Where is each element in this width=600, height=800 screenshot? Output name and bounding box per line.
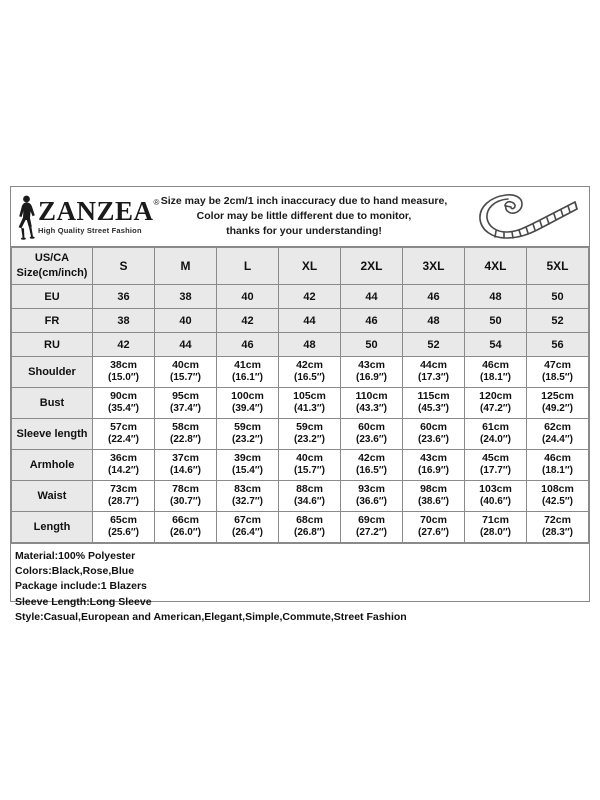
value-inch: (15.0″) [108, 372, 139, 384]
value-cm: 95cm [172, 390, 199, 403]
value-cm: 98cm [420, 483, 447, 496]
value-inch: (24.0″) [480, 434, 511, 446]
detail-sleeve-length: Sleeve Length:Long Sleeve [15, 595, 152, 608]
row-label-shoulder: Shoulder [12, 357, 93, 388]
cell-sleeve-length-l [217, 419, 279, 450]
tape-icon-container [471, 187, 589, 246]
cell-length-m [155, 512, 217, 543]
disclaimer-line-3: thanks for your understanding! [226, 225, 382, 238]
detail-package: Package include:1 Blazers [15, 580, 147, 593]
cell-ru-xl: 48 [279, 333, 341, 357]
cell-length-2xl [341, 512, 403, 543]
cell-length-5xl [527, 512, 589, 543]
measurement-disclaimer [143, 194, 471, 240]
cell-ru-4xl: 54 [465, 333, 527, 357]
cell-waist-s [93, 481, 155, 512]
cell-sleeve-length-4xl [465, 419, 527, 450]
measuring-tape-icon [478, 193, 582, 241]
value-cm: 59cm [296, 421, 323, 434]
cell-waist-4xl [465, 481, 527, 512]
value-inch: (15.4″) [232, 465, 263, 477]
value-cm: 68cm [296, 514, 323, 527]
cell-sleeve-length-3xl [403, 419, 465, 450]
value-inch: (17.7″) [480, 465, 511, 477]
value-cm: 66cm [172, 514, 199, 527]
cell-eu-xl: 42 [279, 285, 341, 309]
value-inch: (23.2″) [232, 434, 263, 446]
value-inch: (26.8″) [294, 527, 325, 539]
value-cm: 103cm [479, 483, 512, 496]
woman-silhouette-icon [15, 194, 37, 240]
value-inch: (28.7″) [108, 496, 139, 508]
value-cm: 46cm [544, 452, 571, 465]
row-label-eu: EU [12, 285, 93, 309]
value-inch: (16.5″) [356, 465, 387, 477]
cell-length-4xl [465, 512, 527, 543]
cell-eu-s: 36 [93, 285, 155, 309]
cell-waist-2xl [341, 481, 403, 512]
value-cm: 47cm [544, 359, 571, 372]
value-inch: (35.4″) [108, 403, 139, 415]
value-cm: 62cm [544, 421, 571, 434]
cell-shoulder-xl [279, 357, 341, 388]
value-inch: (32.7″) [232, 496, 263, 508]
cell-ru-s: 42 [93, 333, 155, 357]
cell-armhole-5xl [527, 450, 589, 481]
cell-fr-m: 40 [155, 309, 217, 333]
cell-shoulder-m [155, 357, 217, 388]
cell-length-s [93, 512, 155, 543]
value-inch: (39.4″) [232, 403, 263, 415]
row-label-bust: Bust [12, 388, 93, 419]
value-cm: 72cm [544, 514, 571, 527]
table-row [12, 419, 589, 450]
value-cm: 125cm [541, 390, 574, 403]
value-inch: (27.6″) [418, 527, 449, 539]
size-header-m: M [155, 248, 217, 285]
brand-name: ZANZEA [38, 196, 154, 227]
cell-sleeve-length-2xl [341, 419, 403, 450]
cell-eu-m: 38 [155, 285, 217, 309]
table-row [12, 309, 589, 333]
value-inch: (22.4″) [108, 434, 139, 446]
cell-fr-xl: 44 [279, 309, 341, 333]
value-inch: (38.6″) [418, 496, 449, 508]
value-inch: (34.6″) [294, 496, 325, 508]
cell-armhole-4xl [465, 450, 527, 481]
value-inch: (27.2″) [356, 527, 387, 539]
corner-header-cell [12, 248, 93, 285]
value-cm: 45cm [482, 452, 509, 465]
cell-fr-l: 42 [217, 309, 279, 333]
table-row [12, 512, 589, 543]
value-inch: (17.3″) [418, 372, 449, 384]
cell-fr-2xl: 46 [341, 309, 403, 333]
row-label-armhole: Armhole [12, 450, 93, 481]
cell-shoulder-l [217, 357, 279, 388]
value-inch: (15.7″) [294, 465, 325, 477]
cell-waist-3xl [403, 481, 465, 512]
cell-waist-xl [279, 481, 341, 512]
value-cm: 70cm [420, 514, 447, 527]
value-inch: (16.1″) [232, 372, 263, 384]
size-header-4xl: 4XL [465, 248, 527, 285]
brand-tagline: High Quality Street Fashion [38, 226, 142, 236]
value-inch: (28.0″) [480, 527, 511, 539]
cell-ru-m: 44 [155, 333, 217, 357]
cell-bust-m [155, 388, 217, 419]
size-header-3xl: 3XL [403, 248, 465, 285]
value-inch: (43.3″) [356, 403, 387, 415]
value-inch: (30.7″) [170, 496, 201, 508]
cell-bust-4xl [465, 388, 527, 419]
value-inch: (23.6″) [356, 434, 387, 446]
row-label-sleeve-length: Sleeve length [12, 419, 93, 450]
row-label-fr: FR [12, 309, 93, 333]
table-row [12, 333, 589, 357]
table-row [12, 357, 589, 388]
cell-bust-5xl [527, 388, 589, 419]
disclaimer-line-2: Color may be little different due to monitor, [196, 209, 412, 222]
value-cm: 44cm [420, 359, 447, 372]
cell-sleeve-length-5xl [527, 419, 589, 450]
product-details [11, 543, 589, 629]
value-cm: 60cm [358, 421, 385, 434]
value-inch: (36.6″) [356, 496, 387, 508]
table-header-row [12, 248, 589, 285]
size-table-body [12, 248, 589, 543]
size-header-2xl: 2XL [341, 248, 403, 285]
cell-bust-3xl [403, 388, 465, 419]
value-inch: (16.5″) [294, 372, 325, 384]
detail-colors: Colors:Black,Rose,Blue [15, 565, 135, 578]
value-inch: (15.7″) [170, 372, 201, 384]
cell-sleeve-length-s [93, 419, 155, 450]
disclaimer-line-1: Size may be 2cm/1 inch inaccuracy due to hand measure, [160, 194, 448, 207]
value-cm: 46cm [482, 359, 509, 372]
row-label-length: Length [12, 512, 93, 543]
size-chart [10, 186, 590, 623]
value-cm: 42cm [358, 452, 385, 465]
value-cm: 58cm [172, 421, 199, 434]
cell-ru-3xl: 52 [403, 333, 465, 357]
cell-eu-2xl: 44 [341, 285, 403, 309]
cell-armhole-m [155, 450, 217, 481]
value-inch: (25.6″) [108, 527, 139, 539]
value-cm: 71cm [482, 514, 509, 527]
value-inch: (23.2″) [294, 434, 325, 446]
row-label-ru: RU [12, 333, 93, 357]
size-header-s: S [93, 248, 155, 285]
cell-waist-m [155, 481, 217, 512]
cell-armhole-s [93, 450, 155, 481]
value-cm: 65cm [110, 514, 137, 527]
cell-armhole-3xl [403, 450, 465, 481]
value-inch: (28.3″) [542, 527, 573, 539]
cell-shoulder-4xl [465, 357, 527, 388]
value-inch: (26.0″) [170, 527, 201, 539]
value-cm: 43cm [420, 452, 447, 465]
value-cm: 83cm [234, 483, 261, 496]
value-inch: (40.6″) [480, 496, 511, 508]
value-cm: 61cm [482, 421, 509, 434]
cell-length-l [217, 512, 279, 543]
corner-label-line-1: US/CA [34, 252, 70, 265]
value-inch: (18.1″) [542, 465, 573, 477]
value-cm: 115cm [417, 390, 450, 403]
value-inch: (14.6″) [170, 465, 201, 477]
value-cm: 69cm [358, 514, 385, 527]
cell-waist-5xl [527, 481, 589, 512]
cell-ru-2xl: 50 [341, 333, 403, 357]
cell-bust-2xl [341, 388, 403, 419]
value-inch: (41.3″) [294, 403, 325, 415]
value-cm: 60cm [420, 421, 447, 434]
value-cm: 41cm [234, 359, 261, 372]
cell-fr-3xl: 48 [403, 309, 465, 333]
size-header-5xl: 5XL [527, 248, 589, 285]
cell-bust-l [217, 388, 279, 419]
brand-logo [11, 187, 160, 246]
registered-mark-icon: ® [153, 198, 160, 208]
value-inch: (16.9″) [356, 372, 387, 384]
value-cm: 42cm [296, 359, 323, 372]
value-inch: (37.4″) [170, 403, 201, 415]
value-cm: 40cm [296, 452, 323, 465]
cell-bust-s [93, 388, 155, 419]
value-cm: 108cm [541, 483, 574, 496]
cell-sleeve-length-m [155, 419, 217, 450]
cell-sleeve-length-xl [279, 419, 341, 450]
value-cm: 73cm [110, 483, 137, 496]
value-inch: (24.4″) [542, 434, 573, 446]
detail-material: Material:100% Polyester [15, 550, 136, 562]
table-row [12, 481, 589, 512]
detail-style: Style:Casual,European and American,Elegant,Simple,Commute,Street Fashion [15, 610, 407, 623]
table-row [12, 450, 589, 481]
value-cm: 110cm [355, 390, 388, 403]
cell-eu-3xl: 46 [403, 285, 465, 309]
cell-fr-s: 38 [93, 309, 155, 333]
cell-waist-l [217, 481, 279, 512]
cell-armhole-xl [279, 450, 341, 481]
value-cm: 67cm [234, 514, 261, 527]
value-cm: 38cm [110, 359, 137, 372]
value-inch: (18.1″) [480, 372, 511, 384]
value-inch: (14.2″) [108, 465, 139, 477]
value-cm: 37cm [172, 452, 199, 465]
cell-fr-5xl: 52 [527, 309, 589, 333]
value-cm: 90cm [110, 390, 137, 403]
cell-armhole-l [217, 450, 279, 481]
value-inch: (23.6″) [418, 434, 449, 446]
cell-shoulder-3xl [403, 357, 465, 388]
value-cm: 105cm [293, 390, 326, 403]
cell-bust-xl [279, 388, 341, 419]
value-cm: 59cm [234, 421, 261, 434]
value-cm: 36cm [110, 452, 137, 465]
corner-label-line-2: Size(cm/inch) [16, 267, 88, 279]
row-label-waist: Waist [12, 481, 93, 512]
value-inch: (49.2″) [542, 403, 573, 415]
table-row [12, 285, 589, 309]
value-inch: (18.5″) [542, 372, 573, 384]
cell-length-xl [279, 512, 341, 543]
cell-eu-5xl: 50 [527, 285, 589, 309]
cell-ru-l: 46 [217, 333, 279, 357]
cell-shoulder-2xl [341, 357, 403, 388]
value-cm: 120cm [479, 390, 512, 403]
value-cm: 78cm [172, 483, 199, 496]
table-row [12, 388, 589, 419]
cell-shoulder-5xl [527, 357, 589, 388]
cell-armhole-2xl [341, 450, 403, 481]
value-cm: 93cm [358, 483, 385, 496]
cell-ru-5xl: 56 [527, 333, 589, 357]
cell-length-3xl [403, 512, 465, 543]
cell-eu-l: 40 [217, 285, 279, 309]
value-cm: 88cm [296, 483, 323, 496]
cell-fr-4xl: 50 [465, 309, 527, 333]
value-inch: (47.2″) [480, 403, 511, 415]
value-inch: (42.5″) [542, 496, 573, 508]
value-inch: (26.4″) [232, 527, 263, 539]
size-table [11, 247, 589, 543]
value-inch: (16.9″) [418, 465, 449, 477]
value-inch: (45.3″) [418, 403, 449, 415]
value-cm: 43cm [358, 359, 385, 372]
value-cm: 100cm [231, 390, 264, 403]
cell-shoulder-s [93, 357, 155, 388]
value-cm: 40cm [172, 359, 199, 372]
cell-eu-4xl: 48 [465, 285, 527, 309]
value-cm: 57cm [110, 421, 137, 434]
size-header-xl: XL [279, 248, 341, 285]
chart-banner [11, 187, 589, 247]
value-cm: 39cm [234, 452, 261, 465]
value-inch: (22.8″) [170, 434, 201, 446]
size-header-l: L [217, 248, 279, 285]
